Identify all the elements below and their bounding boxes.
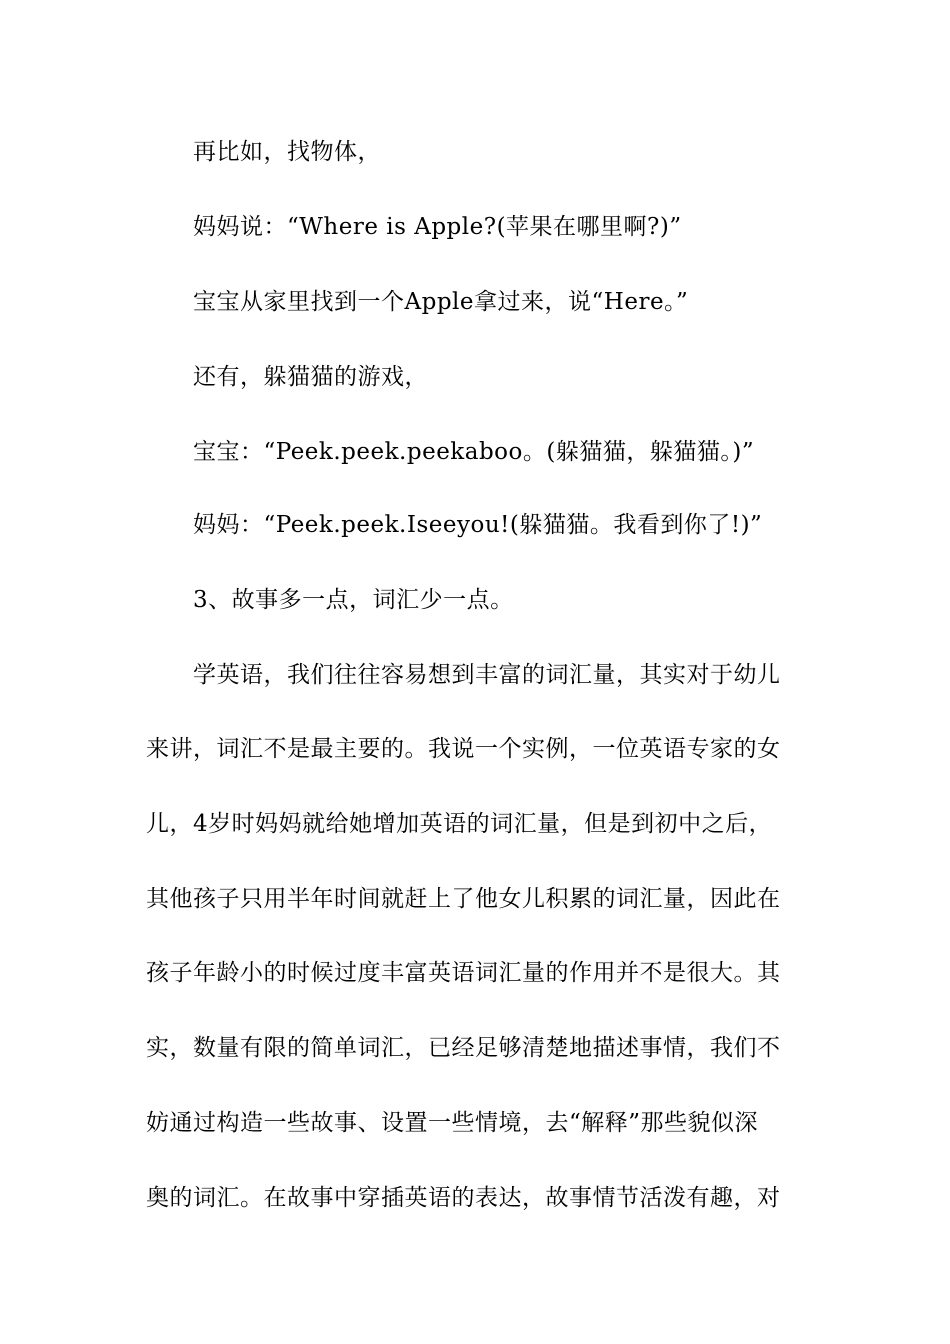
paragraph-line: 孩子年龄小的时候过度丰富英语词汇量的作用并不是很大。其 <box>146 960 781 986</box>
text-line: 妈妈：“Peek.peek.Iseeyou!(躲猫猫。我看到你了!)” <box>193 512 763 538</box>
text-line: 还有，躲猫猫的游戏， <box>193 364 428 390</box>
paragraph-line: 其他孩子只用半年时间就赶上了他女儿积累的词汇量，因此在 <box>146 886 781 912</box>
paragraph-line: 妨通过构造一些故事、设置一些情境，去“解释”那些貌似深 <box>146 1110 759 1136</box>
text-line: 妈妈说：“Where is Apple?(苹果在哪里啊?)” <box>193 214 682 240</box>
paragraph-line: 奥的词汇。在故事中穿插英语的表达，故事情节活泼有趣，对 <box>146 1185 781 1211</box>
paragraph-line: 学英语，我们往往容易想到丰富的词汇量，其实对于幼儿 <box>193 662 781 688</box>
text-line: 宝宝：“Peek.peek.peekaboo。(躲猫猫，躲猫猫。)” <box>193 439 755 465</box>
text-line: 再比如，找物体， <box>193 139 381 165</box>
section-heading: 3、故事多一点，词汇少一点。 <box>193 587 514 613</box>
paragraph-line: 来讲，词汇不是最主要的。我说一个实例，一位英语专家的女 <box>146 736 781 762</box>
paragraph-line: 实，数量有限的简单词汇，已经足够清楚地描述事情，我们不 <box>146 1035 781 1061</box>
paragraph-line: 儿，4岁时妈妈就给她增加英语的词汇量，但是到初中之后， <box>146 811 773 837</box>
text-line: 宝宝从家里找到一个Apple拿过来，说“Here。” <box>193 289 689 315</box>
